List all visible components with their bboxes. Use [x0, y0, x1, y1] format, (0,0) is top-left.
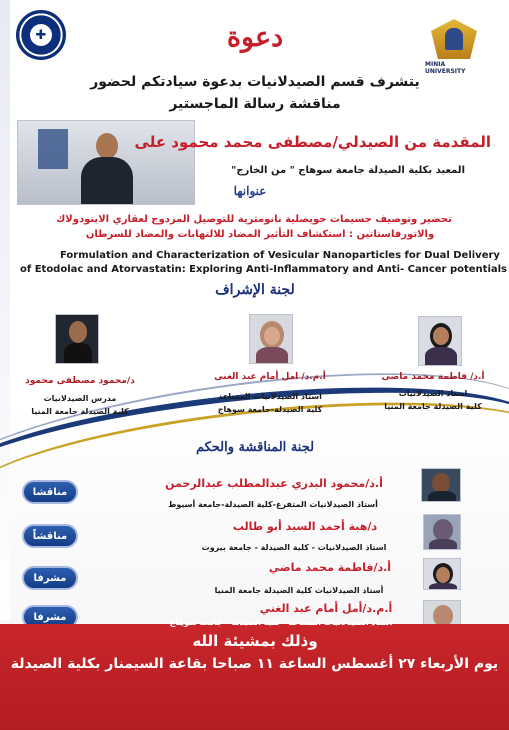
committee-photo: [423, 558, 461, 590]
committee-member-name: أ.د/محمود البدري عبدالمطلب عبدالرحمن: [165, 477, 383, 490]
intro-line-2: مناقشة رسالة الماجستير: [169, 96, 341, 112]
intro-line-1: يتشرف قسم الصيدلانيات بدعوة سيادتكم لحضور: [90, 74, 420, 90]
supervisor-name: د/محمود مصطفى محمود: [25, 376, 135, 386]
supervisor-photo: [55, 314, 99, 364]
supervision-label: لجنة الإشراف: [215, 282, 295, 298]
supervisor-title: مدرس الصيدلانيات: [43, 394, 117, 403]
supervisor-university: كلية الصيدلة-جامعة سوهاج: [217, 405, 323, 414]
university-logo: [425, 18, 483, 76]
committee-member-title: استاذ الصيدلانيات المساعد - كلية الصيدلة - جامعة سوهاج: [169, 618, 393, 627]
supervisor-name: أ.م.د/ امل أمام عبد الغنى: [214, 372, 326, 382]
supervisor-university: كلية الصيدلة جامعة المنيا: [384, 402, 482, 411]
committee-photo: [421, 468, 461, 502]
thesis-english-line-2: of Etodolac and Atorvastatin: Exploring Anti-Inflammatory and Anti- Cancer potentials: [20, 264, 508, 275]
supervisor-university: كلية الصيدلة جامعة المنيا: [31, 407, 129, 416]
committee-member-name: د/هبة أحمد السيد أبو طالب: [232, 520, 378, 533]
role-badge: مشرفا: [22, 605, 78, 629]
nefertiti-emblem-icon: [431, 19, 477, 59]
supervisor-name: أ.د/ فاطمة محمد ماضى: [381, 372, 485, 382]
committee-label: لجنة المناقشة والحكم: [195, 440, 315, 455]
faculty-logo: [16, 10, 66, 60]
presenter-suit: [81, 157, 133, 205]
presenter-head: [96, 133, 118, 159]
university-logo-caption: MINIA UNIVERSITY: [425, 61, 466, 75]
thesis-arabic-line-2: والاتورفاستاتين : استكشاف التأثير المضاد للالتهابات والمضاد للسرطان: [85, 229, 435, 240]
supervisor-title: استاذ الصيدلانيات: [398, 389, 468, 398]
committee-member-name: أ.م.د/أمل أمام عبد الغني: [259, 602, 393, 615]
role-badge: مشرفا: [22, 566, 78, 590]
supervisor-photo: [418, 316, 462, 366]
committee-member-title: أستاذ الصيدلانيات كلية الصيدلة جامعة المنيا: [214, 586, 384, 595]
thesis-arabic-line-1: تحضير وتوصيف جسيمات حويصلية نانومترية للتوصيل المزدوج لعقاري الايتودولاك: [56, 214, 452, 225]
banner-background: [38, 129, 68, 169]
thesis-english-line-1: Formulation and Characterization of Vesicular Nanoparticles for Dual Delivery: [60, 250, 500, 261]
invitation-title: دعوة: [226, 22, 284, 53]
committee-member-name: أ.د/فاطمة محمد ماضي: [268, 561, 392, 574]
footer-line-2: يوم الأربعاء ٢٧ أغسطس الساعة ١١ صباحا بقاعة السيمنار بكلية الصيدلة: [10, 656, 499, 672]
footer-line-1: وذلك بمشيئة الله: [192, 632, 318, 650]
role-badge: مناقشا: [22, 480, 78, 504]
committee-photo: [423, 514, 461, 550]
committee-member-title: أستاذ الصيدلانيات المتفرغ-كلية الصيدلة-جامعة أسيوط: [168, 500, 378, 509]
presenter-name: المقدمة من الصيدلي/مصطفى محمد محمود على: [134, 133, 491, 151]
role-badge: مناقشاً: [22, 524, 78, 548]
presenter-affiliation: المعيد بكلية الصيدلة جامعة سوهاج " من الخارج": [231, 165, 465, 176]
thesis-label: عنوانها: [233, 184, 267, 198]
supervisor-title: استاذ الصيدلانيات المساعد: [218, 392, 322, 401]
committee-member-title: استاذ الصيدلانيات - كلية الصيدلة - جامعة بيروت: [201, 543, 387, 552]
supervisor-photo: [249, 314, 293, 364]
pharmacy-emblem-icon: ✚: [30, 24, 52, 46]
